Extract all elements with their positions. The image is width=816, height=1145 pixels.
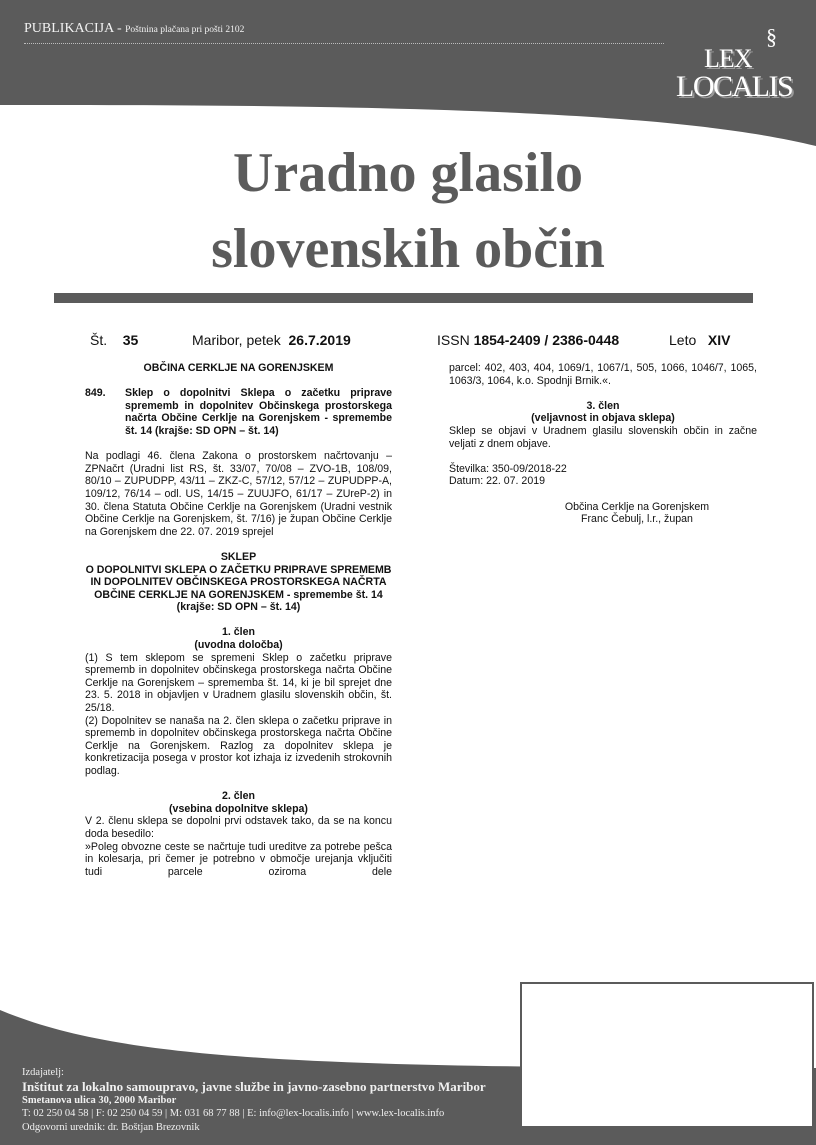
- article3-heading: 3. člen: [586, 399, 620, 412]
- issue-date-value: 26.7.2019: [288, 332, 351, 348]
- article2-heading: 2. člen: [222, 790, 255, 803]
- preamble: Na podlagi 46. člena Zakona o prostorskem načrtovanju – ZPNačrt (Uradni list RS, št. 33/07, 70/08 – ZVO-1B, 108/09, 80/10 – ZUPUDPP, 43/11 – ZKZ-C, 57/12, 57/12 – ZUPUDPP-A, 109/12, 76/14 – odl. US, 14/15 – ZUUJFO, 61/17 – ZUreP-2) in 30. člena Statuta Občine Cerklje na Gorenjskem (Uradni vestnik Občine Cerklje na Gorenjskem, št. 7/16) je župan Občine Cerklje na Gorenjskem dne 22. 07. 2019 sprejel: [85, 450, 392, 538]
- issue-number-label: Št.: [90, 332, 108, 348]
- logo-line-localis: LOCALIS: [676, 70, 793, 103]
- municipality-heading: OBČINA CERKLJE NA GORENJSKEM: [143, 362, 334, 374]
- article3-paragraph1: Sklep se objavi v Uradnem glasilu slovenskih občin in začne veljati z dnem objave.: [449, 424, 757, 450]
- gazette-title-line2: slovenskih občin: [211, 218, 605, 280]
- issue-issn: [437, 332, 619, 348]
- publication-separator: -: [113, 21, 126, 36]
- item-heading: [85, 387, 392, 437]
- article2-paragraph2: »Poleg obvozne ceste se načrtuje tudi ureditve za potrebe pešca in kolesarja, pri čemer je potrebno v območje urejanja vključiti tudi parcele oziroma dele: [85, 840, 392, 878]
- publisher-label: Izdajatelj:: [22, 1067, 64, 1078]
- year-value: XIV: [707, 332, 731, 348]
- issue-number: [90, 332, 138, 348]
- logo-line-lex: LEX: [704, 44, 752, 73]
- article1-subheading: (uvodna določba): [194, 639, 283, 652]
- decision-title: O DOPOLNITVI SKLEPA O ZAČETKU PRIPRAVE SPREMEMB IN DOPOLNITEV OBČINSKEGA PROSTORSKEGA NAČRTA OBČINE CERKLJE NA GORENJSKEM - spremembe št. 14 (krajše: SD OPN – št. 14): [85, 563, 392, 614]
- right-column: [449, 362, 757, 526]
- article2-subheading: (vsebina dopolnitve sklepa): [169, 802, 308, 815]
- decision-heading: SKLEP: [220, 550, 257, 563]
- signature-org: Občina Cerklje na Gorenjskem: [564, 500, 710, 513]
- signature-name: Franc Čebulj, l.r., župan: [581, 513, 693, 526]
- article2-paragraph1: V 2. členu sklepa se dopolni prvi odstavek tako, da se na koncu doda besedilo:: [85, 815, 392, 840]
- address-label-box: [520, 982, 814, 1128]
- issue-year: [669, 332, 731, 348]
- publication-line: [24, 21, 244, 37]
- title-rule: [54, 293, 753, 303]
- postage-note: Poštnina plačana pri pošti 2102: [125, 25, 245, 35]
- reference-number: Številka: 350-09/2018-22: [449, 462, 567, 475]
- paragraph-sign-icon: §: [766, 24, 777, 49]
- item-title: Sklep o dopolnitvi Sklepa o začetku priprave sprememb in dopolnitev Občinskega prostorskega načrta Občine Cerklje na Gorenjskem - spremembe št. 14 (krajše: SD OPN – št. 14): [125, 387, 392, 437]
- responsible-editor: Odgovorni urednik: dr. Boštjan Brezovnik: [22, 1121, 200, 1133]
- publisher-contact: T: 02 250 04 58 | F: 02 250 04 59 | M: 031 68 77 88 | E: info@lex-localis.info | www.lex-localis.info: [22, 1108, 445, 1120]
- left-column: [85, 362, 392, 878]
- issn-label: ISSN: [437, 332, 470, 348]
- publication-label: PUBLIKACIJA: [24, 21, 114, 36]
- gazette-title-line1: Uradno glasilo: [232, 142, 584, 204]
- publisher-footer: [22, 1066, 486, 1134]
- article1-paragraph1: (1) S tem sklepom se spremeni Sklep o začetku priprave sprememb in dopolnitev občinskega prostorskega načrta Občine Cerklje na Gorenjskem – sprememba št. 14, ki je bil sprejet dne 23. 5. 2018 in objavljen v Uradnem glasilu slovenskih občin, št. 25/18.: [85, 651, 392, 715]
- issue-number-value: 35: [122, 332, 139, 348]
- year-label: Leto: [669, 332, 697, 348]
- publisher-address: Smetanova ulica 30, 2000 Maribor: [22, 1095, 177, 1107]
- article1-paragraph2: (2) Dopolnitev se nanaša na 2. člen sklepa o začetku priprave in sprememb in dopolnitev občinskega prostorskega načrta Občine Cerklje na Gorenjskem. Razlog za dopolnitev sklepa je konkretizacija posega v prostor kot izhaja iz izvedenih strokovnih podlag.: [85, 714, 392, 777]
- publisher-institute: Inštitut za lokalno samoupravo, javne službe in javno-zasebno partnerstvo Maribor: [22, 1079, 486, 1095]
- parcel-continuation: parcel: 402, 403, 404, 1069/1, 1067/1, 505, 1066, 1046/7, 1065, 1063/3, 1064, k.o. Spodnji Brnik.«.: [449, 362, 757, 387]
- issue-place-day: Maribor, petek: [192, 332, 281, 348]
- dotted-divider: [24, 43, 664, 44]
- article1-heading: 1. člen: [222, 626, 255, 639]
- issue-date: [192, 332, 351, 348]
- issn-value: 1854-2409 / 2386-0448: [473, 332, 620, 348]
- lex-localis-logo: [676, 22, 806, 102]
- reference-date: Datum: 22. 07. 2019: [449, 475, 545, 488]
- article3-subheading: (veljavnost in objava sklepa): [531, 412, 675, 425]
- item-number: 849.: [85, 387, 106, 400]
